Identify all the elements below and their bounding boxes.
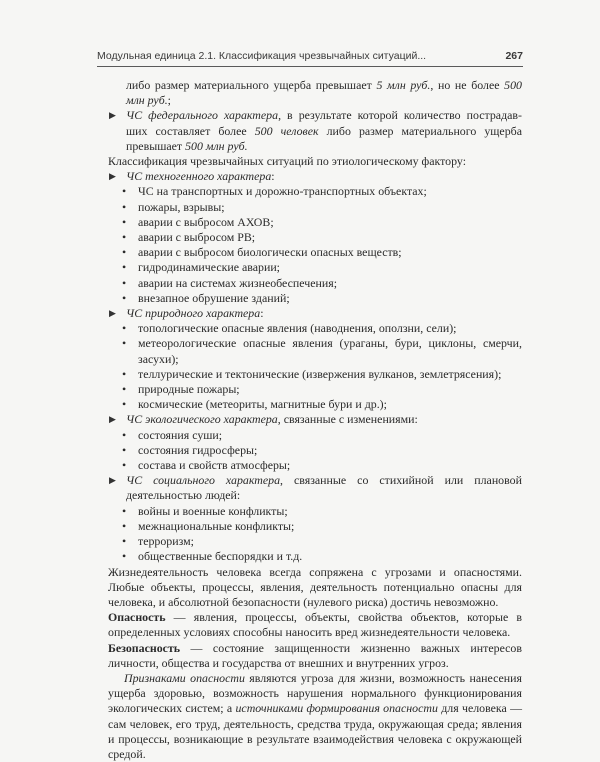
header-title: Модульная единица 2.1. Классификация чрезвычайных ситуаций...	[97, 50, 427, 62]
bullet-icon: •	[122, 245, 127, 260]
bullet-icon: •	[122, 230, 127, 245]
list-item: • состояния суши;	[122, 427, 223, 442]
bullet-icon: •	[122, 518, 127, 533]
list-item: • теллурические и тектонические (извержения вулканов, землетрясения);	[122, 366, 502, 381]
page-number: 267	[505, 50, 523, 62]
list-item: • состава и свойств атмосферы;	[122, 458, 291, 473]
list-item: • терроризм;	[122, 534, 194, 549]
group-title: ▶ ЧС природного характера:	[109, 306, 264, 321]
paragraph: Жизнедеятельность человека всегда сопряжена с угрозами и опасностями. Любые объекты, процессы, явления, деятельность потенциально опасны для человека, и абсолютной безопасности (нулевого риска) достичь невозможно.	[108, 564, 522, 609]
bullet-icon: •	[122, 184, 127, 199]
page-body	[108, 78, 522, 762]
group-title: ▶ ЧС экологического характера, связанные с изменениями:	[109, 412, 418, 427]
list-item: • аварии с выбросом биологически опасных веществ;	[122, 245, 402, 260]
group-title: ▶ ЧС социального характера, связанные со стихийной или плановой деятельностью людей:	[109, 473, 522, 503]
header-rule	[97, 66, 523, 67]
list-item: • природные пожары;	[122, 382, 240, 397]
bullet-icon: •	[122, 321, 127, 336]
list-item: • топологические опасные явления (наводнения, оползни, сели);	[122, 321, 457, 336]
list-item: • аварии с выбросом АХОВ;	[122, 214, 274, 229]
bullet-icon: •	[122, 503, 127, 518]
group-title: ▶ ЧС техногенного характера:	[109, 169, 275, 184]
triangle-bullet-icon: ▶	[109, 171, 116, 182]
triangle-bullet-icon: ▶	[109, 110, 116, 121]
list-item: • состояния гидросферы;	[122, 442, 258, 457]
definition-danger: Опасность — явления, процессы, объекты, свойства объектов, которые в определенных условиях способны наносить вред жизнедеятельности человека.	[108, 610, 522, 640]
bullet-icon: •	[122, 427, 127, 442]
continuation-text: либо размер материального ущерба превышает 5 млн руб., но не более 500 млн руб.;	[126, 78, 522, 108]
list-item: • межнациональные конфликты;	[122, 518, 295, 533]
federal-item: ▶ ЧС федерального характера, в результате которой количество пострадав-ших составляет более 500 человек либо размер материального ущерба превышает 500 млн руб.	[109, 108, 522, 153]
list-item: • войны и военные конфликты;	[122, 503, 288, 518]
list-item: • аварии с выбросом РВ;	[122, 230, 256, 245]
bullet-icon: •	[122, 214, 127, 229]
list-item: • внезапное обрушение зданий;	[122, 290, 290, 305]
definition-safety: Безопасность — состояние защищенности жизненно важных интересов личности, общества и государства от внешних и внутренних угроз.	[108, 640, 522, 670]
group-list	[108, 184, 522, 306]
bullet-icon: •	[122, 458, 127, 473]
list-item: • общественные беспорядки и т.д.	[122, 549, 303, 564]
group-list	[108, 321, 522, 412]
bullet-icon: •	[122, 366, 127, 381]
paragraph: Признаками опасности являются угроза для жизни, возможность нанесения ущерба здоровью, возможность нарушения нормального функционирования экологических систем; а источниками формирования опасности для человека — сам человек, его труд, деятельность, средства труда, окружающая среда; явления и процессы, возникающие в результате взаимодействия человека с окружающей средой.	[108, 670, 522, 761]
bullet-icon: •	[122, 336, 127, 351]
list-item: • аварии на системах жизнеобеспечения;	[122, 275, 338, 290]
bullet-icon: •	[122, 275, 127, 290]
bullet-icon: •	[122, 549, 127, 564]
running-header	[97, 50, 523, 64]
group-list	[108, 428, 522, 474]
list-item: • метеорологические опасные явления (ураганы, бури, циклоны, смерчи, засухи);	[122, 336, 522, 366]
etiology-intro: Классификация чрезвычайных ситуаций по этиологическому фактору:	[108, 154, 467, 169]
list-item: • ЧС на транспортных и дорожно-транспортных объектах;	[122, 184, 427, 199]
bullet-icon: •	[122, 534, 127, 549]
triangle-bullet-icon: ▶	[109, 414, 116, 425]
triangle-bullet-icon: ▶	[109, 475, 116, 486]
bullet-icon: •	[122, 382, 127, 397]
list-item: • гидродинамические аварии;	[122, 260, 280, 275]
bullet-icon: •	[122, 397, 127, 412]
list-item: • космические (метеориты, магнитные бури и др.);	[122, 397, 387, 412]
triangle-bullet-icon: ▶	[109, 308, 116, 319]
bullet-icon: •	[122, 199, 127, 214]
group-list	[108, 504, 522, 565]
bullet-icon: •	[122, 260, 127, 275]
bullet-icon: •	[122, 442, 127, 457]
bullet-icon: •	[122, 290, 127, 305]
list-item: • пожары, взрывы;	[122, 199, 225, 214]
